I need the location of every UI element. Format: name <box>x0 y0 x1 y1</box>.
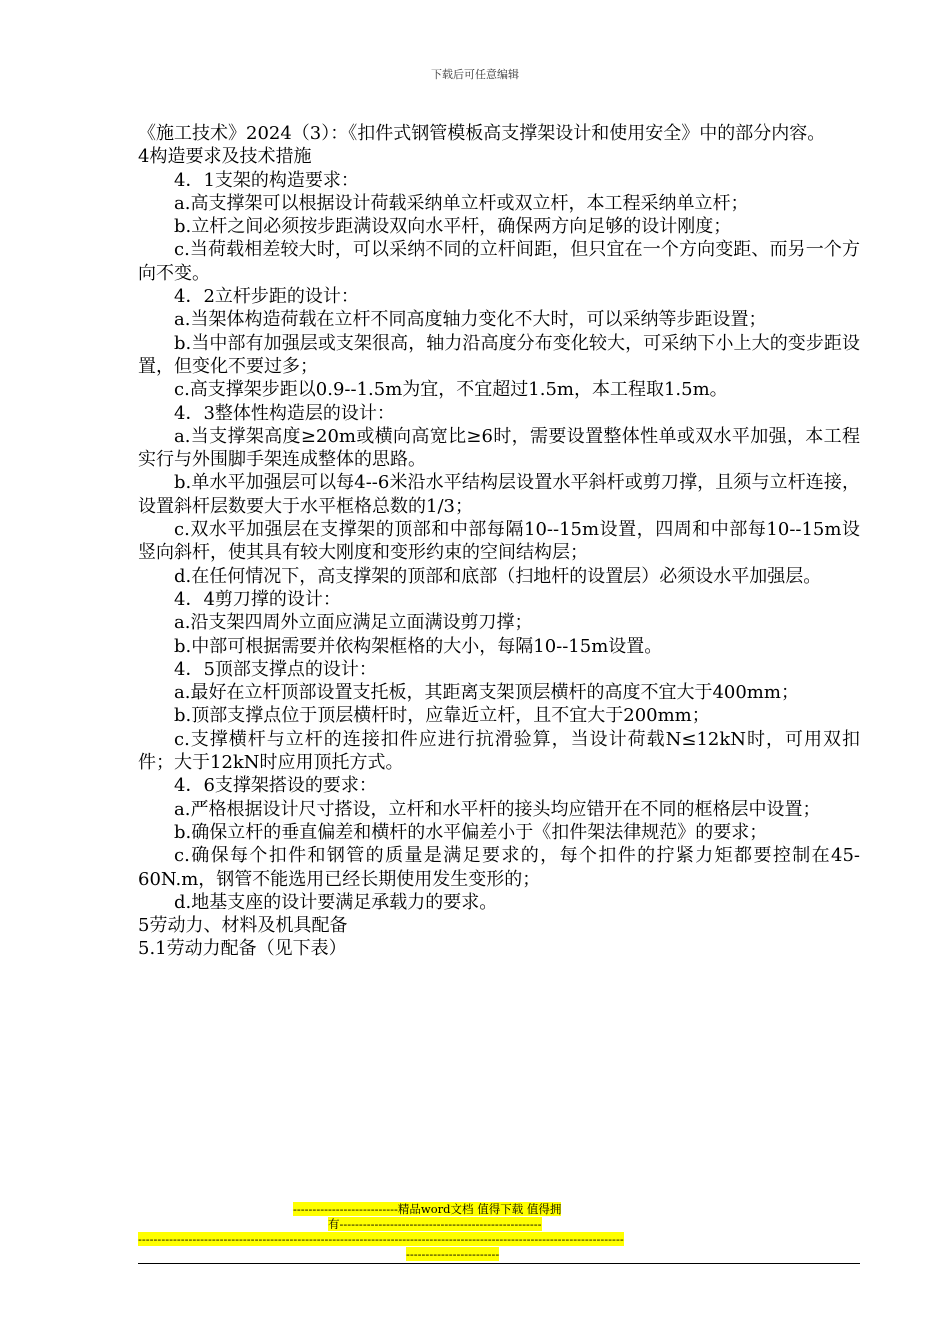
paragraph: a.沿支架四周外立面应满足立面满设剪刀撑； <box>174 612 533 634</box>
footer-rule <box>138 1263 860 1264</box>
footer-watermark <box>138 1202 860 1262</box>
paragraph: 4．6支撑架搭设的要求： <box>174 775 377 797</box>
page-header: 下载后可任意编辑 <box>431 68 519 81</box>
footer-line-2 <box>138 1217 860 1232</box>
paragraph: c.支撑横杆与立杆的连接扣件应进行抗滑验算，当设计荷载N≤12kN时，可用双扣件；大于12kN时应用顶托方式。 <box>138 728 860 774</box>
paragraph: b.中部可根据需要并依构架框格的大小，每隔10--15m设置。 <box>174 635 663 657</box>
paragraph: a.最好在立杆顶部设置支托板，其距离支架顶层横杆的高度不宜大于400mm； <box>174 682 799 704</box>
paragraph: 4．1支架的构造要求： <box>174 169 359 191</box>
paragraph: 4．2立杆步距的设计： <box>174 286 359 308</box>
paragraph: a.严格根据设计尺寸搭设，立杆和水平杆的接头均应错开在不同的框格层中设置； <box>174 798 821 820</box>
paragraph: 5劳动力、材料及机具配备 <box>138 915 348 937</box>
paragraph: b.立杆之间必须按步距满设双向水平杆，确保两方向足够的设计刚度； <box>174 216 732 238</box>
paragraph: a.高支撑架可以根据设计荷载采纳单立杆或双立杆，本工程采纳单立杆； <box>174 192 749 214</box>
paragraph: 4．3整体性构造层的设计： <box>174 402 395 424</box>
paragraph: 4．4剪刀撑的设计： <box>174 588 341 610</box>
paragraph: 5.1劳动力配备（见下表） <box>138 938 347 960</box>
footer-line-1 <box>138 1202 860 1217</box>
paragraph: b.当中部有加强层或支架很高，轴力沿高度分布变化较大，可采纳下小上大的变步距设置，但变化不要过多； <box>138 332 860 377</box>
footer-text-1: ---------------------------精品word文档 值得下载 值得拥 <box>293 1202 562 1216</box>
paragraph: 《施工技术》2024（3）：《扣件式钢管模板高支撑架设计和使用安全》中的部分内容。 <box>138 123 826 144</box>
paragraph: a.当架体构造荷载在立杆不同高度轴力变化不大时，可以采纳等步距设置； <box>174 309 767 331</box>
footer-text-2: 有---------------------------------------------------- <box>328 1217 542 1231</box>
paragraph: b.单水平加强层可以每4--6米沿水平结构层设置水平斜杆或剪刀撑，且须与立杆连接，设置斜杆层数要大于水平框格总数的1/3； <box>138 472 860 517</box>
paragraph: 4．5顶部支撑点的设计： <box>174 658 377 680</box>
paragraph: d.地基支座的设计要满足承载力的要求。 <box>174 891 498 913</box>
paragraph: b.顶部支撑点位于顶层横杆时，应靠近立杆，且不宜大于200mm； <box>174 705 710 727</box>
paragraph: a.当支撑架高度≥20m或横向高宽比≥6时，需要设置整体性单或双水平加强，本工程实行与外围脚手架连成整体的思路。 <box>138 425 860 471</box>
paragraph: c.当荷载相差较大时，可以采纳不同的立杆间距，但只宜在一个方向变距、而另一个方向不变。 <box>138 239 860 284</box>
paragraph: b.确保立杆的垂直偏差和横杆的水平偏差小于《扣件架法律规范》的要求； <box>174 821 768 843</box>
footer-text-4: ------------------------ <box>406 1247 500 1261</box>
paragraph: c.确保每个扣件和钢管的质量是满足要求的，每个扣件的拧紧力矩都要控制在45-60N.m，钢管不能选用已经长期使用发生变形的； <box>138 845 860 890</box>
footer-line-3 <box>138 1232 860 1247</box>
paragraph: d.在任何情况下，高支撑架的顶部和底部（扫地杆的设置层）必须设水平加强层。 <box>174 565 822 587</box>
paragraph: c.高支撑架步距以0.9--1.5m为宜，不宜超过1.5m，本工程取1.5m。 <box>174 379 728 401</box>
footer-text-3: ----------------------------------------------------------------------------------------------------------------------------- <box>138 1232 624 1246</box>
paragraph: 4构造要求及技术措施 <box>138 146 312 168</box>
paragraph: c.双水平加强层在支撑架的顶部和中部每隔10--15m设置，四周和中部每10--15m设竖向斜杆，使其具有较大刚度和变形约束的空间结构层； <box>138 519 860 564</box>
footer-line-4 <box>138 1247 860 1262</box>
document-body <box>138 122 860 961</box>
